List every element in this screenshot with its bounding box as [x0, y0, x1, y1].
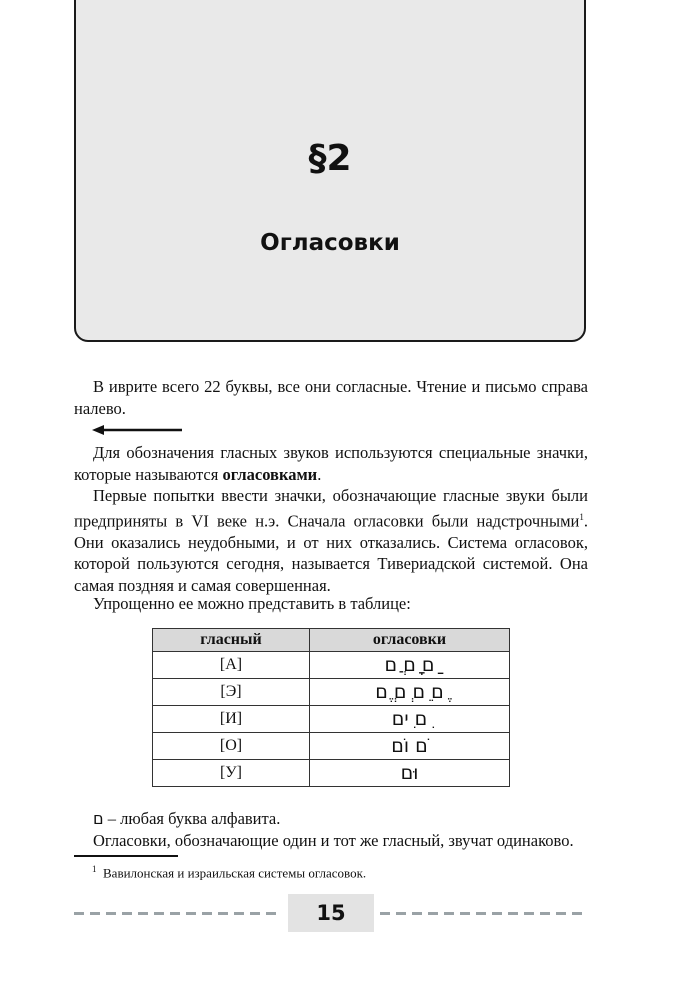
marks-cell: ֶם ֵם ְם ֱם	[310, 679, 510, 706]
section-header-box	[74, 0, 586, 342]
vowel-cell: [О]	[153, 733, 310, 760]
table-row	[153, 652, 510, 679]
footer-dash-right	[380, 912, 588, 915]
footnote	[92, 860, 366, 882]
column-header-marks: огласовки	[310, 629, 510, 652]
page-number: 15	[288, 894, 374, 932]
footnote-ref: 1	[579, 511, 584, 522]
paragraph-history	[74, 485, 588, 596]
footnote-text: Вавилонская и израильская системы огласовок.	[103, 865, 367, 881]
table-row	[153, 733, 510, 760]
vowel-cell: [И]	[153, 706, 310, 733]
footer-dash-left	[74, 912, 282, 915]
table-row	[153, 760, 510, 787]
footnote-number: 1	[92, 864, 97, 874]
marks-cell: ַם ָם ֲם	[310, 652, 510, 679]
term-oglasovki: огласовками	[222, 464, 318, 484]
vowel-cell: [У]	[153, 760, 310, 787]
marks-cell: ִם ִים	[310, 706, 510, 733]
vowel-cell: [Э]	[153, 679, 310, 706]
paragraph-vowel-signs	[74, 442, 588, 485]
table-header-row	[153, 629, 510, 652]
paragraph-same-sound: Огласовки, обозначающие один и тот же гласный, звучат одинаково.	[93, 831, 574, 850]
marks-cell: וּם	[310, 760, 510, 787]
vowel-table	[152, 628, 510, 787]
paragraph-history-rest: . Они оказались неудобными, и от них отказались. Система огласовок, которой пользуются сегодня, называется Тивериадской системой. Она самая поздняя и самая совершенная.	[74, 511, 588, 595]
paragraph-letter-note-text: – любая буква алфавита.	[103, 809, 281, 828]
vowel-cell: [А]	[153, 652, 310, 679]
paragraph-intro: В иврите всего 22 буквы, все они согласные. Чтение и письмо справа налево.	[74, 377, 588, 418]
arrow-left-icon	[92, 424, 184, 436]
table-row	[153, 679, 510, 706]
paragraph-history-text: Первые попытки ввести значки, обозначающие гласные звуки были предприняты в VI веке н.э. Сначала огласовки были надстрочными	[74, 486, 588, 530]
hebrew-letter-symbol: ם	[93, 809, 104, 828]
section-number: §2	[308, 138, 352, 179]
section-title: Огласовки	[260, 230, 400, 256]
paragraph-table-intro: Упрощенно ее можно представить в таблице:	[93, 594, 411, 613]
column-header-vowel: гласный	[153, 629, 310, 652]
table-row	[153, 706, 510, 733]
paragraph-letter-note	[74, 808, 588, 830]
footnote-divider	[74, 855, 178, 857]
paragraph-vowel-signs-end: .	[317, 464, 322, 484]
paragraph-vowel-signs-text: Для обозначения гласных звуков используются специальные значки, которые называются	[74, 443, 588, 484]
marks-cell: ֹם וֹם	[310, 733, 510, 760]
